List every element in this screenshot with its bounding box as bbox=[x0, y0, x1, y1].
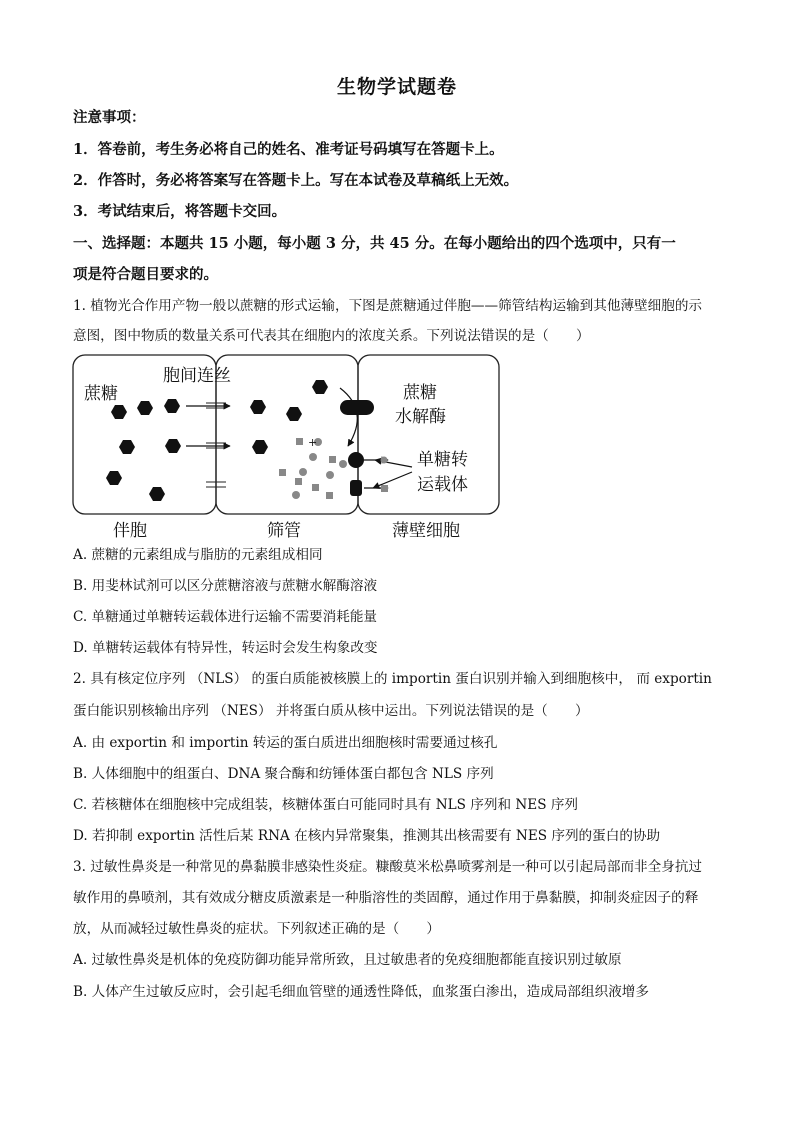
sucrose-hydrolase bbox=[340, 400, 374, 415]
label-hydrolase: 水解酶 bbox=[395, 407, 446, 427]
label-transporter: 运载体 bbox=[417, 475, 468, 495]
option: D. 单糖转运载体有特异性，转运时会发生构象改变 bbox=[73, 640, 378, 656]
option: C. 单糖通过单糖转运载体进行运输不需要消耗能量 bbox=[73, 609, 378, 625]
option: B. 用斐林试剂可以区分蔗糖溶液与蔗糖水解酶溶液 bbox=[73, 578, 378, 594]
question-1-stem: 1. 植物光合作用产物一般以蔗糖的形式运输，下图是蔗糖通过伴胞——筛管结构运输到其他薄壁细胞的示 bbox=[73, 298, 703, 314]
question-2-stem: 2. 具有核定位序列 （NLS） 的蛋白质能被核膜上的 importin 蛋白识别并输入到细胞核中， 而 exportin bbox=[73, 671, 712, 687]
option: C. 若核糖体在细胞核中完成组装，核糖体蛋白可能同时具有 NLS 序列和 NES 序列 bbox=[73, 797, 579, 813]
question-3-stem: 3. 过敏性鼻炎是一种常见的鼻黏膜非感染性炎症。糠酸莫米松鼻喷雾剂是一种可以引起局部而非全身抗过 bbox=[73, 859, 703, 875]
note-item: 1．答卷前，考生务必将自己的姓名、准考证号码填写在答题卡上。 bbox=[73, 141, 504, 158]
label-transporter: 单糖转 bbox=[417, 450, 468, 470]
label-hydrolase: 蔗糖 bbox=[403, 383, 437, 403]
note-item: 3．考试结束后，将答题卡交回。 bbox=[73, 203, 287, 220]
sucrose-transport-diagram bbox=[70, 351, 503, 543]
option: D. 若抑制 exportin 活性后某 RNA 在核内异常聚集，推测其出核需要有 NES 序列的蛋白的协助 bbox=[73, 828, 661, 844]
monosaccharides bbox=[279, 438, 388, 499]
note-item: 2．作答时，务必将答案写在答题卡上。写在本试卷及草稿纸上无效。 bbox=[73, 172, 519, 189]
page-title: 生物学试题卷 bbox=[336, 76, 457, 98]
sieve-tube bbox=[216, 355, 358, 514]
option: A. 由 exportin 和 importin 转运的蛋白质进出细胞核时需要通过核孔 bbox=[73, 735, 498, 751]
label-companion-cell: 伴胞 bbox=[113, 521, 147, 541]
question-3-stem-cont: 敏作用的鼻喷剂，其有效成分糖皮质激素是一种脂溶性的类固醇，通过作用于鼻黏膜，抑制炎症因子的释 bbox=[73, 890, 699, 906]
option: B. 人体细胞中的组蛋白、DNA 聚合酶和纺锤体蛋白都包含 NLS 序列 bbox=[73, 766, 494, 782]
option: A. 蔗糖的元素组成与脂肪的元素组成相同 bbox=[73, 547, 323, 563]
label-sieve-tube: 筛管 bbox=[267, 521, 301, 541]
section-heading: 一、选择题：本题共 15 小题，每小题 3 分，共 45 分。在每小题给出的四个选项中，只有一 bbox=[73, 235, 676, 252]
plus-sign: + bbox=[308, 436, 318, 449]
question-1-stem-cont: 意图，图中物质的数量关系可代表其在细胞内的浓度关系。下列说法错误的是（ ） bbox=[73, 328, 590, 344]
option: B. 人体产生过敏反应时，会引起毛细血管壁的通透性降低，血浆蛋白渗出，造成局部组织液增多 bbox=[73, 984, 649, 1000]
option: A. 过敏性鼻炎是机体的免疫防御功能异常所致，且过敏患者的免疫细胞都能直接识别过敏原 bbox=[73, 952, 622, 968]
sucrose-molecules bbox=[106, 380, 328, 501]
section-heading-cont: 项是符合题目要求的。 bbox=[73, 266, 218, 283]
question-2-stem-cont: 蛋白能识别核输出序列 （NES） 并将蛋白质从核中运出。下列说法错误的是（ ） bbox=[73, 703, 589, 719]
notes-heading: 注意事项： bbox=[73, 109, 146, 126]
question-3-stem-cont: 放，从而减轻过敏性鼻炎的症状。下列叙述正确的是（ ） bbox=[73, 921, 441, 937]
label-sucrose: 蔗糖 bbox=[84, 384, 118, 404]
label-parenchyma: 薄壁细胞 bbox=[392, 521, 460, 541]
transporter-circle bbox=[348, 452, 364, 468]
label-plasmodesmata: 胞间连丝 bbox=[163, 366, 231, 386]
transporter-rect bbox=[350, 480, 362, 496]
